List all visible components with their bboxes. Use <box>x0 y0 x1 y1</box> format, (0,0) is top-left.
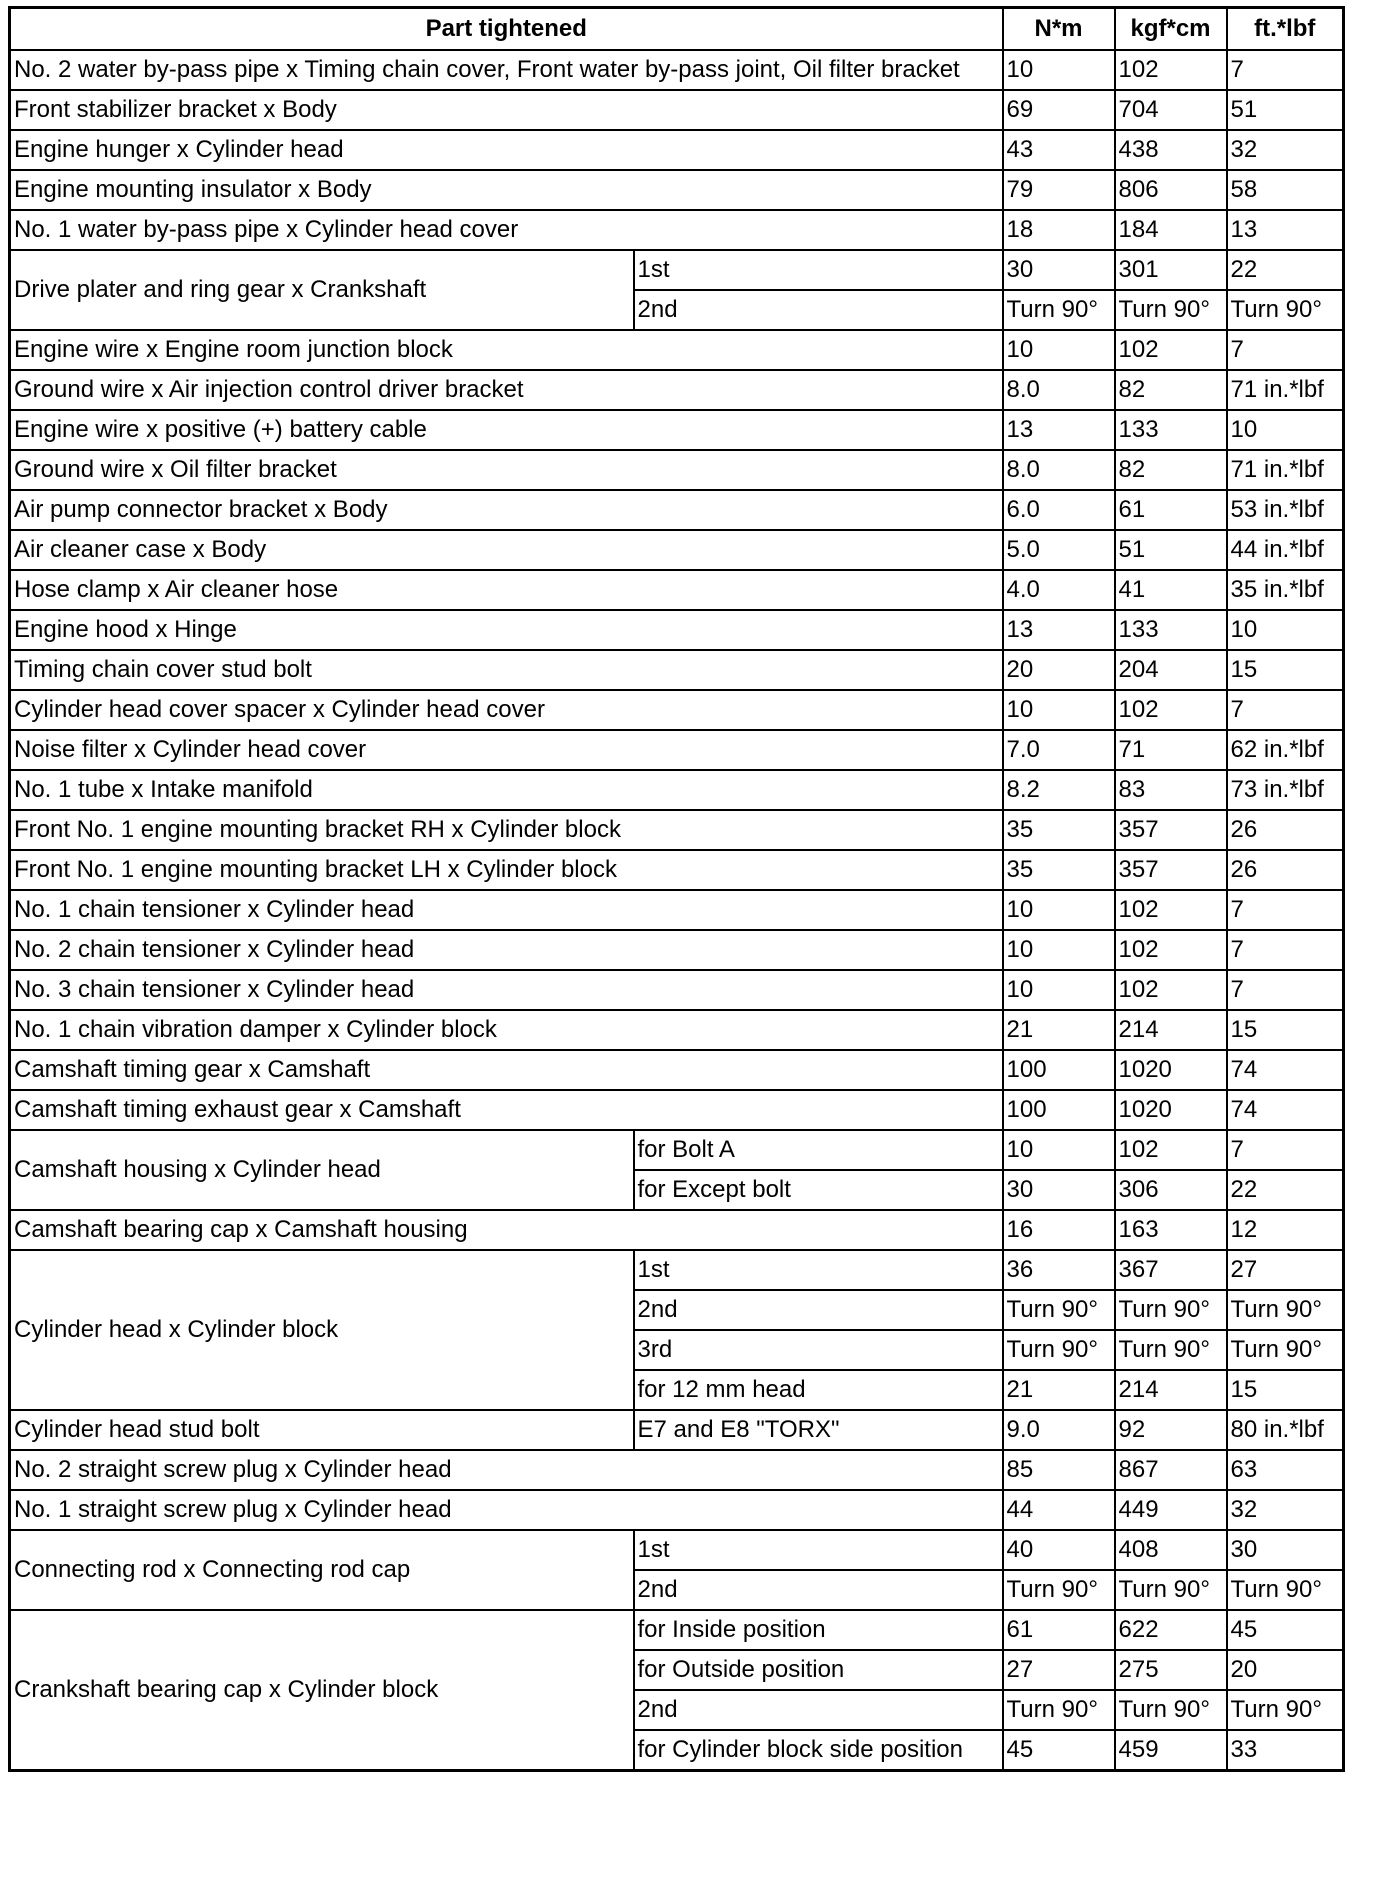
ft-lbf-value-cell: 15 <box>1227 1010 1344 1050</box>
part-cell: Air cleaner case x Body <box>10 530 1003 570</box>
table-row <box>10 570 1344 610</box>
ft-lbf-value-cell: 63 <box>1227 1450 1344 1490</box>
nm-value-cell: 8.0 <box>1003 450 1115 490</box>
ft-lbf-value-cell: 22 <box>1227 1170 1344 1210</box>
part-cell: Cylinder head cover spacer x Cylinder head cover <box>10 690 1003 730</box>
nm-value-cell: 79 <box>1003 170 1115 210</box>
ft-lbf-value-cell: 27 <box>1227 1250 1344 1290</box>
ft-lbf-value-cell: 10 <box>1227 610 1344 650</box>
nm-value-cell: 35 <box>1003 850 1115 890</box>
kgf-cm-value-cell: 102 <box>1115 930 1227 970</box>
part-cell: Camshaft timing gear x Camshaft <box>10 1050 1003 1090</box>
header-nm: N*m <box>1003 8 1115 51</box>
nm-value-cell: 8.0 <box>1003 370 1115 410</box>
nm-value-cell: 10 <box>1003 1130 1115 1170</box>
table-row <box>10 530 1344 570</box>
ft-lbf-value-cell: 73 in.*lbf <box>1227 770 1344 810</box>
part-cell: Camshaft housing x Cylinder head <box>10 1130 634 1210</box>
table-row <box>10 410 1344 450</box>
table-row <box>10 1210 1344 1250</box>
kgf-cm-value-cell: 438 <box>1115 130 1227 170</box>
part-cell: No. 3 chain tensioner x Cylinder head <box>10 970 1003 1010</box>
table-row <box>10 690 1344 730</box>
nm-value-cell: 21 <box>1003 1370 1115 1410</box>
nm-value-cell: 5.0 <box>1003 530 1115 570</box>
nm-value-cell: 30 <box>1003 1170 1115 1210</box>
table-row <box>10 1410 1344 1450</box>
kgf-cm-value-cell: 459 <box>1115 1730 1227 1771</box>
ft-lbf-value-cell: 51 <box>1227 90 1344 130</box>
condition-cell: for Inside position <box>634 1610 1003 1650</box>
ft-lbf-value-cell: 58 <box>1227 170 1344 210</box>
header-kgf-cm: kgf*cm <box>1115 8 1227 51</box>
part-cell: No. 1 straight screw plug x Cylinder head <box>10 1490 1003 1530</box>
nm-value-cell: 10 <box>1003 890 1115 930</box>
kgf-cm-value-cell: 622 <box>1115 1610 1227 1650</box>
table-row <box>10 850 1344 890</box>
condition-cell: for Outside position <box>634 1650 1003 1690</box>
kgf-cm-value-cell: 704 <box>1115 90 1227 130</box>
nm-value-cell: 10 <box>1003 690 1115 730</box>
kgf-cm-value-cell: 357 <box>1115 810 1227 850</box>
condition-cell: E7 and E8 "TORX" <box>634 1410 1003 1450</box>
part-cell: No. 2 chain tensioner x Cylinder head <box>10 930 1003 970</box>
kgf-cm-value-cell: 102 <box>1115 1130 1227 1170</box>
table-row <box>10 1130 1344 1170</box>
kgf-cm-value-cell: 92 <box>1115 1410 1227 1450</box>
kgf-cm-value-cell: 102 <box>1115 330 1227 370</box>
nm-value-cell: Turn 90° <box>1003 290 1115 330</box>
table-row <box>10 810 1344 850</box>
kgf-cm-value-cell: 367 <box>1115 1250 1227 1290</box>
header-row <box>10 8 1344 51</box>
table-row <box>10 1530 1344 1570</box>
nm-value-cell: 61 <box>1003 1610 1115 1650</box>
kgf-cm-value-cell: 41 <box>1115 570 1227 610</box>
condition-cell: for 12 mm head <box>634 1370 1003 1410</box>
kgf-cm-value-cell: 163 <box>1115 1210 1227 1250</box>
part-cell: Cylinder head x Cylinder block <box>10 1250 634 1410</box>
ft-lbf-value-cell: Turn 90° <box>1227 1290 1344 1330</box>
table-row <box>10 1050 1344 1090</box>
table-body <box>10 50 1344 1771</box>
kgf-cm-value-cell: Turn 90° <box>1115 1690 1227 1730</box>
ft-lbf-value-cell: 62 in.*lbf <box>1227 730 1344 770</box>
nm-value-cell: 4.0 <box>1003 570 1115 610</box>
nm-value-cell: 13 <box>1003 410 1115 450</box>
table-row <box>10 930 1344 970</box>
ft-lbf-value-cell: 13 <box>1227 210 1344 250</box>
nm-value-cell: 9.0 <box>1003 1410 1115 1450</box>
ft-lbf-value-cell: 44 in.*lbf <box>1227 530 1344 570</box>
kgf-cm-value-cell: 867 <box>1115 1450 1227 1490</box>
ft-lbf-value-cell: 33 <box>1227 1730 1344 1771</box>
condition-cell: 1st <box>634 250 1003 290</box>
ft-lbf-value-cell: 26 <box>1227 850 1344 890</box>
kgf-cm-value-cell: 306 <box>1115 1170 1227 1210</box>
ft-lbf-value-cell: 32 <box>1227 130 1344 170</box>
kgf-cm-value-cell: 133 <box>1115 410 1227 450</box>
nm-value-cell: 30 <box>1003 250 1115 290</box>
condition-cell: 2nd <box>634 290 1003 330</box>
part-cell: Timing chain cover stud bolt <box>10 650 1003 690</box>
part-cell: Ground wire x Air injection control driver bracket <box>10 370 1003 410</box>
ft-lbf-value-cell: 20 <box>1227 1650 1344 1690</box>
kgf-cm-value-cell: 301 <box>1115 250 1227 290</box>
nm-value-cell: 10 <box>1003 970 1115 1010</box>
kgf-cm-value-cell: Turn 90° <box>1115 290 1227 330</box>
nm-value-cell: 6.0 <box>1003 490 1115 530</box>
kgf-cm-value-cell: 275 <box>1115 1650 1227 1690</box>
nm-value-cell: 45 <box>1003 1730 1115 1771</box>
kgf-cm-value-cell: 133 <box>1115 610 1227 650</box>
part-cell: No. 1 chain vibration damper x Cylinder block <box>10 1010 1003 1050</box>
ft-lbf-value-cell: Turn 90° <box>1227 1690 1344 1730</box>
kgf-cm-value-cell: 214 <box>1115 1010 1227 1050</box>
condition-cell: 2nd <box>634 1290 1003 1330</box>
ft-lbf-value-cell: 7 <box>1227 330 1344 370</box>
ft-lbf-value-cell: 7 <box>1227 50 1344 90</box>
kgf-cm-value-cell: 71 <box>1115 730 1227 770</box>
condition-cell: 2nd <box>634 1570 1003 1610</box>
nm-value-cell: 85 <box>1003 1450 1115 1490</box>
condition-cell: 1st <box>634 1530 1003 1570</box>
nm-value-cell: 43 <box>1003 130 1115 170</box>
nm-value-cell: 35 <box>1003 810 1115 850</box>
table-row <box>10 650 1344 690</box>
ft-lbf-value-cell: 80 in.*lbf <box>1227 1410 1344 1450</box>
table-row <box>10 1490 1344 1530</box>
part-cell: Drive plater and ring gear x Crankshaft <box>10 250 634 330</box>
nm-value-cell: 21 <box>1003 1010 1115 1050</box>
condition-cell: 2nd <box>634 1690 1003 1730</box>
ft-lbf-value-cell: 74 <box>1227 1090 1344 1130</box>
table-row <box>10 1010 1344 1050</box>
kgf-cm-value-cell: 102 <box>1115 50 1227 90</box>
table-row <box>10 890 1344 930</box>
table-row <box>10 90 1344 130</box>
kgf-cm-value-cell: 204 <box>1115 650 1227 690</box>
nm-value-cell: 44 <box>1003 1490 1115 1530</box>
part-cell: Front stabilizer bracket x Body <box>10 90 1003 130</box>
condition-cell: for Except bolt <box>634 1170 1003 1210</box>
nm-value-cell: 7.0 <box>1003 730 1115 770</box>
nm-value-cell: 16 <box>1003 1210 1115 1250</box>
nm-value-cell: 10 <box>1003 50 1115 90</box>
condition-cell: for Cylinder block side position <box>634 1730 1003 1771</box>
ft-lbf-value-cell: 7 <box>1227 970 1344 1010</box>
part-cell: Connecting rod x Connecting rod cap <box>10 1530 634 1610</box>
ft-lbf-value-cell: 35 in.*lbf <box>1227 570 1344 610</box>
ft-lbf-value-cell: 26 <box>1227 810 1344 850</box>
ft-lbf-value-cell: 71 in.*lbf <box>1227 450 1344 490</box>
table-row <box>10 490 1344 530</box>
condition-cell: 3rd <box>634 1330 1003 1370</box>
ft-lbf-value-cell: Turn 90° <box>1227 1330 1344 1370</box>
nm-value-cell: 8.2 <box>1003 770 1115 810</box>
table-row <box>10 450 1344 490</box>
part-cell: Camshaft bearing cap x Camshaft housing <box>10 1210 1003 1250</box>
nm-value-cell: 40 <box>1003 1530 1115 1570</box>
kgf-cm-value-cell: 102 <box>1115 890 1227 930</box>
kgf-cm-value-cell: Turn 90° <box>1115 1570 1227 1610</box>
header-ft-lbf: ft.*lbf <box>1227 8 1344 51</box>
ft-lbf-value-cell: 15 <box>1227 1370 1344 1410</box>
part-cell: Noise filter x Cylinder head cover <box>10 730 1003 770</box>
kgf-cm-value-cell: 61 <box>1115 490 1227 530</box>
kgf-cm-value-cell: 82 <box>1115 450 1227 490</box>
ft-lbf-value-cell: Turn 90° <box>1227 1570 1344 1610</box>
ft-lbf-value-cell: 15 <box>1227 650 1344 690</box>
kgf-cm-value-cell: 214 <box>1115 1370 1227 1410</box>
nm-value-cell: Turn 90° <box>1003 1570 1115 1610</box>
kgf-cm-value-cell: 82 <box>1115 370 1227 410</box>
part-cell: Engine hunger x Cylinder head <box>10 130 1003 170</box>
nm-value-cell: 100 <box>1003 1050 1115 1090</box>
part-cell: Engine hood x Hinge <box>10 610 1003 650</box>
kgf-cm-value-cell: Turn 90° <box>1115 1290 1227 1330</box>
part-cell: Air pump connector bracket x Body <box>10 490 1003 530</box>
ft-lbf-value-cell: 7 <box>1227 1130 1344 1170</box>
part-cell: Cylinder head stud bolt <box>10 1410 634 1450</box>
part-cell: Hose clamp x Air cleaner hose <box>10 570 1003 610</box>
table-row <box>10 330 1344 370</box>
kgf-cm-value-cell: 102 <box>1115 690 1227 730</box>
nm-value-cell: 27 <box>1003 1650 1115 1690</box>
kgf-cm-value-cell: 184 <box>1115 210 1227 250</box>
nm-value-cell: Turn 90° <box>1003 1290 1115 1330</box>
nm-value-cell: 10 <box>1003 930 1115 970</box>
part-cell: Engine wire x positive (+) battery cable <box>10 410 1003 450</box>
ft-lbf-value-cell: 7 <box>1227 890 1344 930</box>
kgf-cm-value-cell: 83 <box>1115 770 1227 810</box>
kgf-cm-value-cell: 806 <box>1115 170 1227 210</box>
table-row <box>10 210 1344 250</box>
kgf-cm-value-cell: 51 <box>1115 530 1227 570</box>
ft-lbf-value-cell: 12 <box>1227 1210 1344 1250</box>
table-row <box>10 770 1344 810</box>
torque-spec-table <box>8 6 1345 1772</box>
table-row <box>10 610 1344 650</box>
nm-value-cell: 100 <box>1003 1090 1115 1130</box>
kgf-cm-value-cell: 1020 <box>1115 1050 1227 1090</box>
ft-lbf-value-cell: 10 <box>1227 410 1344 450</box>
kgf-cm-value-cell: 357 <box>1115 850 1227 890</box>
kgf-cm-value-cell: 408 <box>1115 1530 1227 1570</box>
part-cell: Ground wire x Oil filter bracket <box>10 450 1003 490</box>
table-row <box>10 170 1344 210</box>
part-cell: Engine wire x Engine room junction block <box>10 330 1003 370</box>
nm-value-cell: 20 <box>1003 650 1115 690</box>
part-cell: Camshaft timing exhaust gear x Camshaft <box>10 1090 1003 1130</box>
part-cell: Crankshaft bearing cap x Cylinder block <box>10 1610 634 1771</box>
nm-value-cell: 10 <box>1003 330 1115 370</box>
part-cell: No. 1 water by-pass pipe x Cylinder head cover <box>10 210 1003 250</box>
table-row <box>10 130 1344 170</box>
table-row <box>10 730 1344 770</box>
nm-value-cell: Turn 90° <box>1003 1330 1115 1370</box>
nm-value-cell: Turn 90° <box>1003 1690 1115 1730</box>
ft-lbf-value-cell: 22 <box>1227 250 1344 290</box>
header-part-tightened: Part tightened <box>10 8 1003 51</box>
ft-lbf-value-cell: 71 in.*lbf <box>1227 370 1344 410</box>
nm-value-cell: 69 <box>1003 90 1115 130</box>
table-row <box>10 370 1344 410</box>
part-cell: Front No. 1 engine mounting bracket RH x Cylinder block <box>10 810 1003 850</box>
table-row <box>10 1090 1344 1130</box>
part-cell: Front No. 1 engine mounting bracket LH x Cylinder block <box>10 850 1003 890</box>
part-cell: No. 1 chain tensioner x Cylinder head <box>10 890 1003 930</box>
part-cell: No. 1 tube x Intake manifold <box>10 770 1003 810</box>
table-row <box>10 50 1344 90</box>
nm-value-cell: 13 <box>1003 610 1115 650</box>
ft-lbf-value-cell: 7 <box>1227 690 1344 730</box>
table-row <box>10 250 1344 290</box>
ft-lbf-value-cell: 45 <box>1227 1610 1344 1650</box>
nm-value-cell: 36 <box>1003 1250 1115 1290</box>
part-cell: Engine mounting insulator x Body <box>10 170 1003 210</box>
ft-lbf-value-cell: 30 <box>1227 1530 1344 1570</box>
ft-lbf-value-cell: 7 <box>1227 930 1344 970</box>
kgf-cm-value-cell: Turn 90° <box>1115 1330 1227 1370</box>
nm-value-cell: 18 <box>1003 210 1115 250</box>
table-row <box>10 1450 1344 1490</box>
table-row <box>10 970 1344 1010</box>
kgf-cm-value-cell: 1020 <box>1115 1090 1227 1130</box>
condition-cell: for Bolt A <box>634 1130 1003 1170</box>
ft-lbf-value-cell: 74 <box>1227 1050 1344 1090</box>
table-row <box>10 1610 1344 1650</box>
condition-cell: 1st <box>634 1250 1003 1290</box>
ft-lbf-value-cell: 53 in.*lbf <box>1227 490 1344 530</box>
kgf-cm-value-cell: 449 <box>1115 1490 1227 1530</box>
ft-lbf-value-cell: 32 <box>1227 1490 1344 1530</box>
ft-lbf-value-cell: Turn 90° <box>1227 290 1344 330</box>
table-row <box>10 1250 1344 1290</box>
part-cell: No. 2 straight screw plug x Cylinder head <box>10 1450 1003 1490</box>
part-cell: No. 2 water by-pass pipe x Timing chain cover, Front water by-pass joint, Oil filter bracket <box>10 50 1003 90</box>
kgf-cm-value-cell: 102 <box>1115 970 1227 1010</box>
